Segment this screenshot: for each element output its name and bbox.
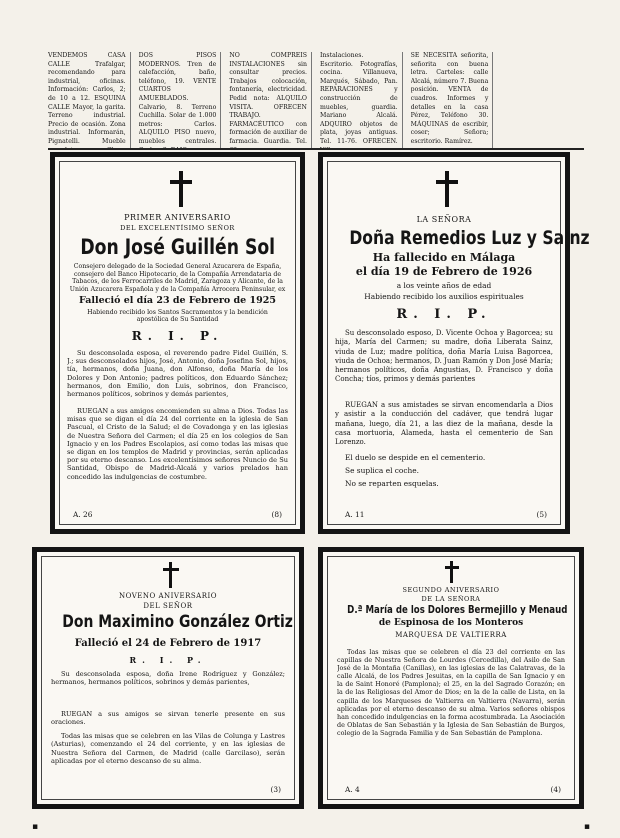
obituary-notice-luz	[318, 152, 590, 534]
notice-subheading: DE LA SEÑORA	[421, 595, 481, 603]
rip-line: R. I. P.	[129, 655, 207, 665]
car-line: Se suplica el coche.	[345, 466, 419, 475]
classified-column: VENDEMOS CASA CALLE Trafalgar, recomendando para industrial, oficinas. Información: Carlos, 2; de 10 a 12. ESQUINA CALLE Mayor, la garita. Terreno industrial. Precio de ocasión. Zona industrial. Informarán, Pignatelli. Mueble	[48, 52, 131, 148]
request-text: RUEGAN a sus amigos encomienden su alma a Dios. Todas las misas que se digan el día 24 del corriente en la iglesia de San Pascual, el Cristo de la Salud; el de Covadonga y en las iglesias de Nuestra Señora del Carmen; el día 25 en los colegios de San Ignacio y en los Padres Escolapios, así como todas las misas que se digan en los templos de Madrid y provincias, serán aplicadas por su eterno descanso. Los excelentísimos señores Nuncio de Su Santidad, Obispo de Madrid-Alcalá y varios prelados han concedido las indulgencias de costumbre.	[67, 407, 288, 481]
family-text: Su desconsolado esposo, D. Vicente Ochoa y Bagorcea; su hija, María del Carmen; su madre, doña Liberata Sainz, viuda de Luz; madre política, doña María Luisa Bagorcea, viuda de Ochoa; hermanos, D. Juan Ramón y Don José María; hermanos políticos, doña Angustias, D. Francisco y doña Concha; tíos, primos y demás parientes	[335, 329, 553, 384]
death-date: el día 19 de Febrero de 1926	[355, 265, 533, 278]
classified-column: NO COMPREIS INSTALACIONES sin consultar precios. Trabajos colocación, fontanería, electricidad. Pedid nota: ALQUILO VISITA. OFRECEN TRABAJO. FARMACÉUTICO con formación de auxiliar de farmacia. Guardia. Tel.	[229, 52, 312, 148]
cross-icon	[445, 561, 459, 583]
sacraments-line: Habiendo recibido los auxilios espirituales	[364, 292, 524, 301]
deceased-title: MARQUESA DE VALTIERRA	[395, 631, 507, 639]
masses-text: Todas las misas que se celebren el día 23 del corriente en las capillas de Nuestra Señora de Lourdes (Cercedilla), del Asilo de San José de la Montaña (Canillas), en las iglesias de las Calatravas, de la calle Alcalá, de los Padres Jesuitas, en la capilla de San Ignacio y en la de Saint Honoré (Pamplona); el 25, en la del Sagrado Corazón; en la de las Religiosas del Amor de Dios; en la de la calle de Lista, en la capilla de los Marqueses de Valtierra en Valtierra (Navarra), serán aplicadas por el eterno descanso de su alma. Varios señores obispos han concedido indulgencias en la forma acostumbrada. La Asociación de Oblatas de San Sebastián y la Iglesia de San Sebastián de Burgos, colegio de la Sagrada Familia y de San Sebastián de Pamplona.	[337, 648, 565, 737]
notice-number: (8)	[271, 510, 282, 519]
notice-code: A. 26	[73, 510, 93, 519]
cross-icon	[170, 171, 192, 207]
family-text: Su desconsolada esposa, el reverendo padre Fidel Guillén, S. J.; sus desconsolados hijos, José, Antonio, doña Josefina Sol, hijos, tía, hermanos, doña Juana, don Alfonso, doña María de los Dolores y Don Antonio; padres políticos, don Eduardo Sánchez; hermanos, don Emilio, don Luis, sobrinos, don Francisco, hermanos políticos, sobrinos y demás parientes,	[67, 349, 288, 399]
classified-column: Instalaciones. Escritorio. Fotografías, cocina. Villanueva, Marqués, Sábado, Pan. REPARACIONES y construcción de muebles, guardia. Mariano Alcalá. ADQUIRO objetos de plata, joyas antiguas. Tel. 11-76. OFRECEN.	[320, 52, 403, 148]
notice-code: A. 4	[345, 785, 360, 794]
page-mark: ▪	[32, 822, 39, 832]
died-in-line: Ha fallecido en Málaga	[372, 251, 516, 264]
request-text: RUEGAN a sus amigos se sirvan tenerle presente en sus oraciones.	[51, 710, 285, 727]
rip-line: R. I. P.	[396, 307, 492, 322]
page-mark: ▪	[583, 822, 590, 832]
obituary-notice-gonzalez	[32, 547, 304, 809]
cross-icon	[436, 171, 458, 207]
notice-subheading: DEL EXCELENTÍSIMO SEÑOR	[120, 224, 235, 232]
deceased-name: Don Maximino González Ortiz	[62, 612, 293, 632]
deceased-family-name: de Espinosa de los Monteros	[378, 618, 524, 628]
notice-heading: PRIMER ANIVERSARIO	[124, 213, 231, 222]
cards-line: No se reparten esquelas.	[345, 479, 439, 488]
classified-column	[501, 52, 584, 148]
notice-number: (5)	[536, 510, 547, 519]
family-text: Su desconsolada esposa, doña Irene Rodríguez y González; hermanos, hermanos políticos, sobrinos y demás parientes,	[51, 670, 285, 687]
deceased-name: Doña Remedios Luz y Sainz	[349, 227, 590, 249]
notice-number: (3)	[270, 785, 281, 794]
obituary-notice-guillen	[50, 152, 305, 534]
age-line: a los veinte años de edad	[396, 281, 492, 290]
rip-line: R. I. P.	[131, 329, 224, 343]
deceased-name: Don José Guillén Sol	[80, 235, 275, 259]
sacraments-line: Habiendo recibido los Santos Sacramentos y la bendición apostólica de Su Santidad	[87, 309, 268, 323]
cross-icon	[163, 562, 179, 588]
death-date: Falleció el día 23 de Febrero de 1925	[79, 295, 276, 306]
request-text: RUEGAN a sus amistades se sirvan encomendarla a Dios y asistir a la conducción del cadáver, que tendrá lugar mañana, luego, día 21, a las diez de la mañana, desde la casa mortuoria, Alameda, hasta el cementerio de San Lorenzo.	[335, 401, 553, 447]
notice-heading: LA SEÑORA	[416, 215, 472, 224]
death-date: Falleció el 24 de Febrero de 1917	[74, 638, 262, 649]
classified-column: SE NECESITA señorita, señorita con buena letra. Carteles: calle Alcalá, número 7. Buena posición. VENTA de cuadros. Informes y detalles en la casa Pérez, Teléfono 30. MÁQUINAS de escribir, coser; Señora; escritorio. Ramírez.	[411, 52, 494, 148]
classified-column: DOS PISOS MODERNOS. Tren de calefacción, baño, teléfono, 19. VENTE CUARTOS AMUEBLADOS. Calvario, 8. Terreno Cuchilla. Solar de 1.000 metros: Carlos. ALQUILO PISO nuevo, muebles centrales.	[139, 52, 222, 148]
classified-ads-strip	[48, 52, 584, 150]
obituary-notice-bermejillo	[318, 547, 584, 809]
masses-text: Todas las misas que se celebren en las Vilas de Colunga y Lastres (Asturias), comenzando el 24 del corriente, y en las iglesias de Nuestra Señora del Carmen, de Madrid (calle Garcilaso), serán aplicadas por el eterno descanso de su alma.	[51, 732, 285, 765]
notice-heading: SEGUNDO ANIVERSARIO	[402, 586, 500, 594]
deceased-titles: Consejero delegado de la Sociedad General Azucarera de España, consejero del Banco Hipotecario, de la Compañía Arrendataria de Tabacos, de los Ferrocarriles de Madrid, Zaragoza y Alicante, de la Unión Azucarera Española y de la Compañía Arrocera Peninsular, ex	[69, 263, 286, 293]
burial-line: El duelo se despide en el cementerio.	[345, 453, 486, 462]
notice-number: (4)	[550, 785, 561, 794]
notice-code: A. 11	[345, 510, 365, 519]
notice-subheading: DEL SEÑOR	[143, 602, 193, 610]
notice-heading: NOVENO ANIVERSARIO	[118, 592, 217, 600]
deceased-name: D.ª María de los Dolores Bermejillo y Menaud	[347, 604, 568, 616]
